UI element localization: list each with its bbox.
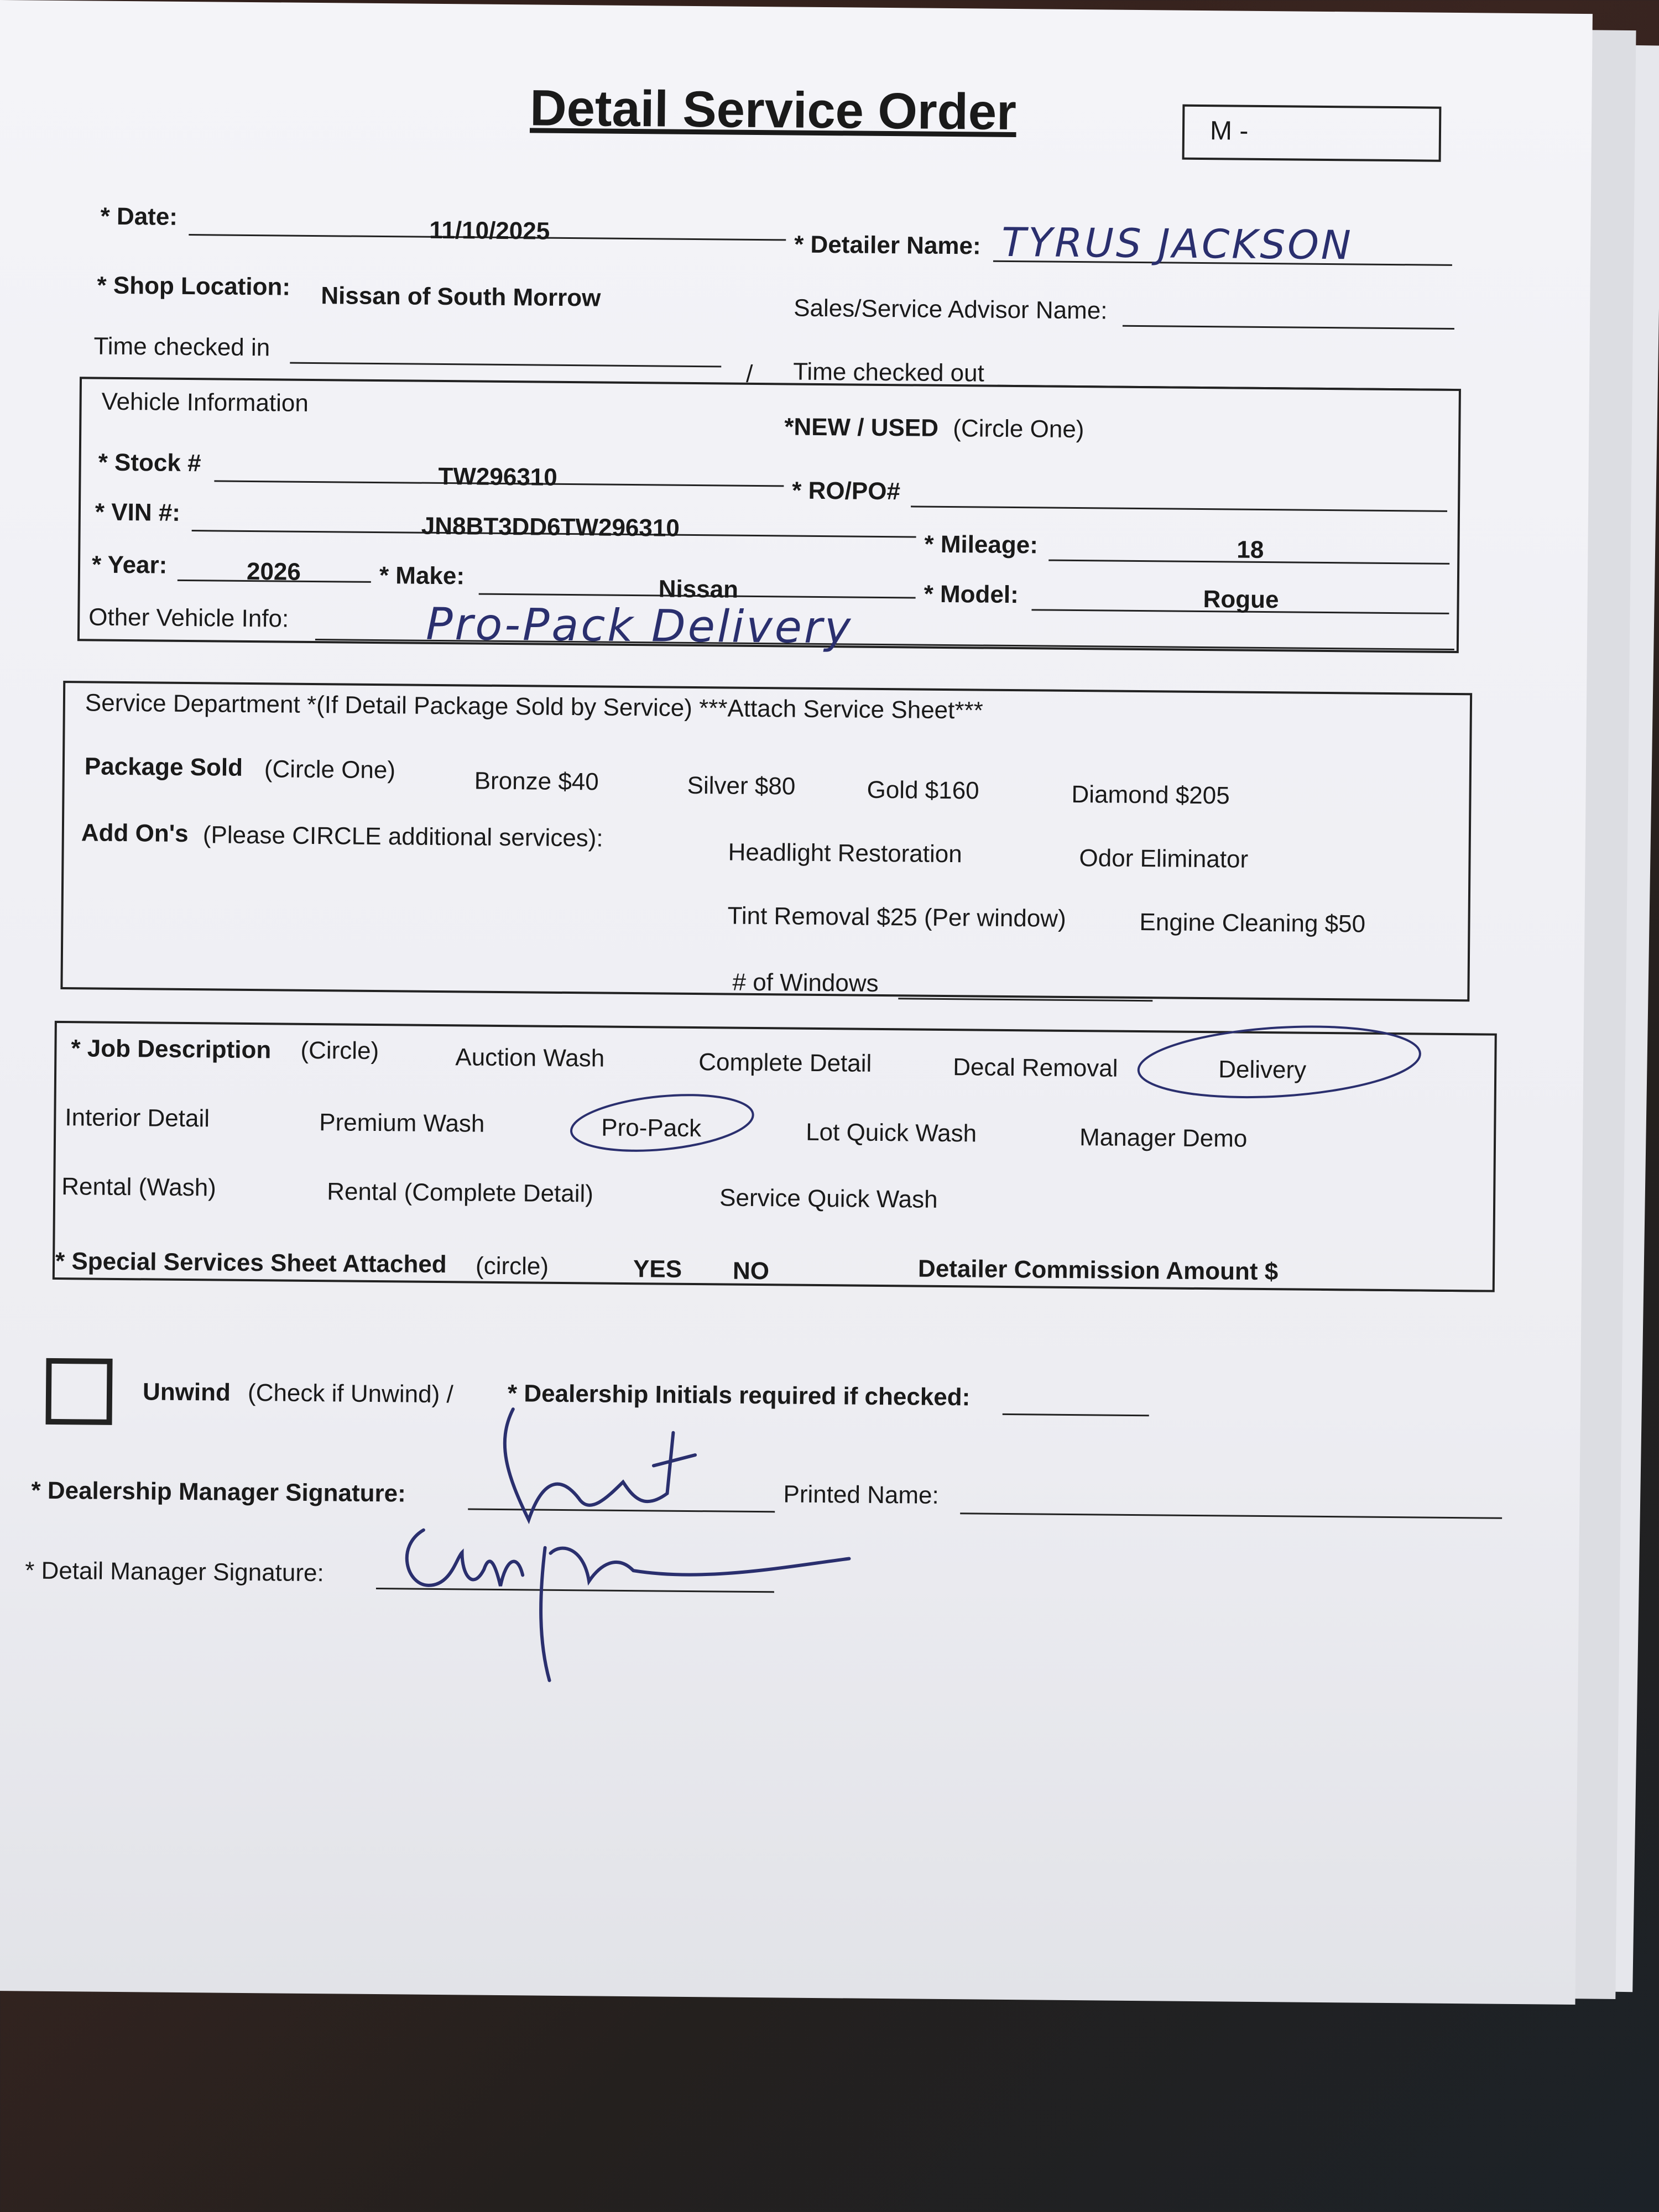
job-interior-detail[interactable]: Interior Detail xyxy=(65,1104,210,1133)
package-label: Package Sold xyxy=(84,753,243,781)
addons-label: Add On's xyxy=(81,819,189,848)
detailer-label: * Detailer Name: xyxy=(794,231,981,260)
job-service-quick-wash[interactable]: Service Quick Wash xyxy=(719,1184,938,1213)
service-header: Service Department *(If Detail Package Sold by Service) ***Attach Service Sheet*** xyxy=(85,689,983,724)
package-diamond[interactable]: Diamond $205 xyxy=(1071,780,1230,810)
job-lot-quick-wash[interactable]: Lot Quick Wash xyxy=(805,1118,977,1147)
date-label: * Date: xyxy=(100,202,178,231)
package-bronze[interactable]: Bronze $40 xyxy=(474,767,599,796)
job-auction-wash[interactable]: Auction Wash xyxy=(455,1044,605,1072)
package-hint: (Circle One) xyxy=(264,755,396,784)
addon-odor[interactable]: Odor Eliminator xyxy=(1079,844,1249,873)
date-value[interactable]: 11/10/2025 xyxy=(429,216,550,245)
year-value[interactable]: 2026 xyxy=(246,557,301,586)
stock-label: * Stock # xyxy=(98,448,201,477)
circle-mark-pro-pack xyxy=(568,1088,755,1158)
job-premium-wash[interactable]: Premium Wash xyxy=(319,1109,485,1138)
job-complete-detail[interactable]: Complete Detail xyxy=(698,1048,872,1077)
make-value[interactable]: Nissan xyxy=(658,575,739,603)
package-silver[interactable]: Silver $80 xyxy=(687,771,796,800)
addon-engine[interactable]: Engine Cleaning $50 xyxy=(1139,909,1366,938)
mileage-value[interactable]: 18 xyxy=(1237,536,1264,564)
special-services-label: * Special Services Sheet Attached xyxy=(55,1247,447,1279)
addons-hint: (Please CIRCLE additional services): xyxy=(202,821,603,852)
special-no[interactable]: NO xyxy=(732,1257,770,1285)
mileage-label: * Mileage: xyxy=(924,530,1039,559)
vehicle-section-label: Vehicle Information xyxy=(101,388,309,417)
addon-headlight[interactable]: Headlight Restoration xyxy=(728,838,962,868)
form-title: Detail Service Order xyxy=(529,80,1017,141)
order-number-prefix: M - xyxy=(1209,116,1249,146)
detail-manager-signature xyxy=(406,1530,849,1683)
job-decal-removal[interactable]: Decal Removal xyxy=(953,1053,1118,1082)
initials-label: * Dealership Initials required if checked: xyxy=(507,1380,971,1411)
special-services-hint: (circle) xyxy=(475,1252,549,1280)
job-delivery[interactable]: Delivery xyxy=(1218,1056,1307,1084)
printed-name-label: Printed Name: xyxy=(783,1480,939,1509)
job-pro-pack[interactable]: Pro-Pack xyxy=(601,1114,702,1142)
job-manager-demo[interactable]: Manager Demo xyxy=(1079,1124,1248,1152)
special-yes[interactable]: YES xyxy=(633,1255,682,1283)
model-label: * Model: xyxy=(924,580,1019,609)
circle-mark-delivery xyxy=(1136,1019,1422,1105)
job-rental-complete[interactable]: Rental (Complete Detail) xyxy=(327,1178,594,1208)
time-separator: / xyxy=(745,360,753,388)
time-in-label: Time checked in xyxy=(93,332,270,362)
year-label: * Year: xyxy=(91,551,168,579)
model-value[interactable]: Rogue xyxy=(1203,586,1279,614)
other-info-value[interactable]: Pro-Pack Delivery xyxy=(425,598,853,654)
addon-tint[interactable]: Tint Removal $25 (Per window) xyxy=(727,902,1066,932)
shop-label: * Shop Location: xyxy=(97,272,291,301)
job-hint: (Circle) xyxy=(300,1036,379,1065)
stock-value[interactable]: TW296310 xyxy=(438,462,557,491)
detail-signature-label: * Detail Manager Signature: xyxy=(25,1557,324,1587)
windows-label: # of Windows xyxy=(732,968,879,997)
package-gold[interactable]: Gold $160 xyxy=(867,776,979,805)
unwind-hint: (Check if Unwind) / xyxy=(247,1379,453,1408)
commission-label: Detailer Commission Amount $ xyxy=(917,1255,1279,1286)
dealer-manager-signature xyxy=(504,1409,696,1521)
new-used-hint: (Circle One) xyxy=(953,415,1084,444)
make-label: * Make: xyxy=(379,562,465,590)
dealer-signature-label: * Dealership Manager Signature: xyxy=(31,1477,406,1507)
advisor-label: Sales/Service Advisor Name: xyxy=(793,294,1108,325)
job-rental-wash[interactable]: Rental (Wash) xyxy=(61,1173,217,1202)
time-out-label: Time checked out xyxy=(792,358,985,387)
job-label: * Job Description xyxy=(71,1035,272,1064)
ro-po-label: * RO/PO# xyxy=(792,477,901,505)
detailer-value[interactable]: TYRUS JACKSON xyxy=(1001,218,1354,269)
other-info-label: Other Vehicle Info: xyxy=(88,603,289,633)
new-used-label: *NEW / USED xyxy=(784,413,939,442)
shop-value: Nissan of South Morrow xyxy=(321,282,601,312)
vin-value[interactable]: JN8BT3DD6TW296310 xyxy=(421,512,680,542)
vin-label: * VIN #: xyxy=(95,498,181,526)
unwind-label: Unwind xyxy=(142,1378,231,1406)
